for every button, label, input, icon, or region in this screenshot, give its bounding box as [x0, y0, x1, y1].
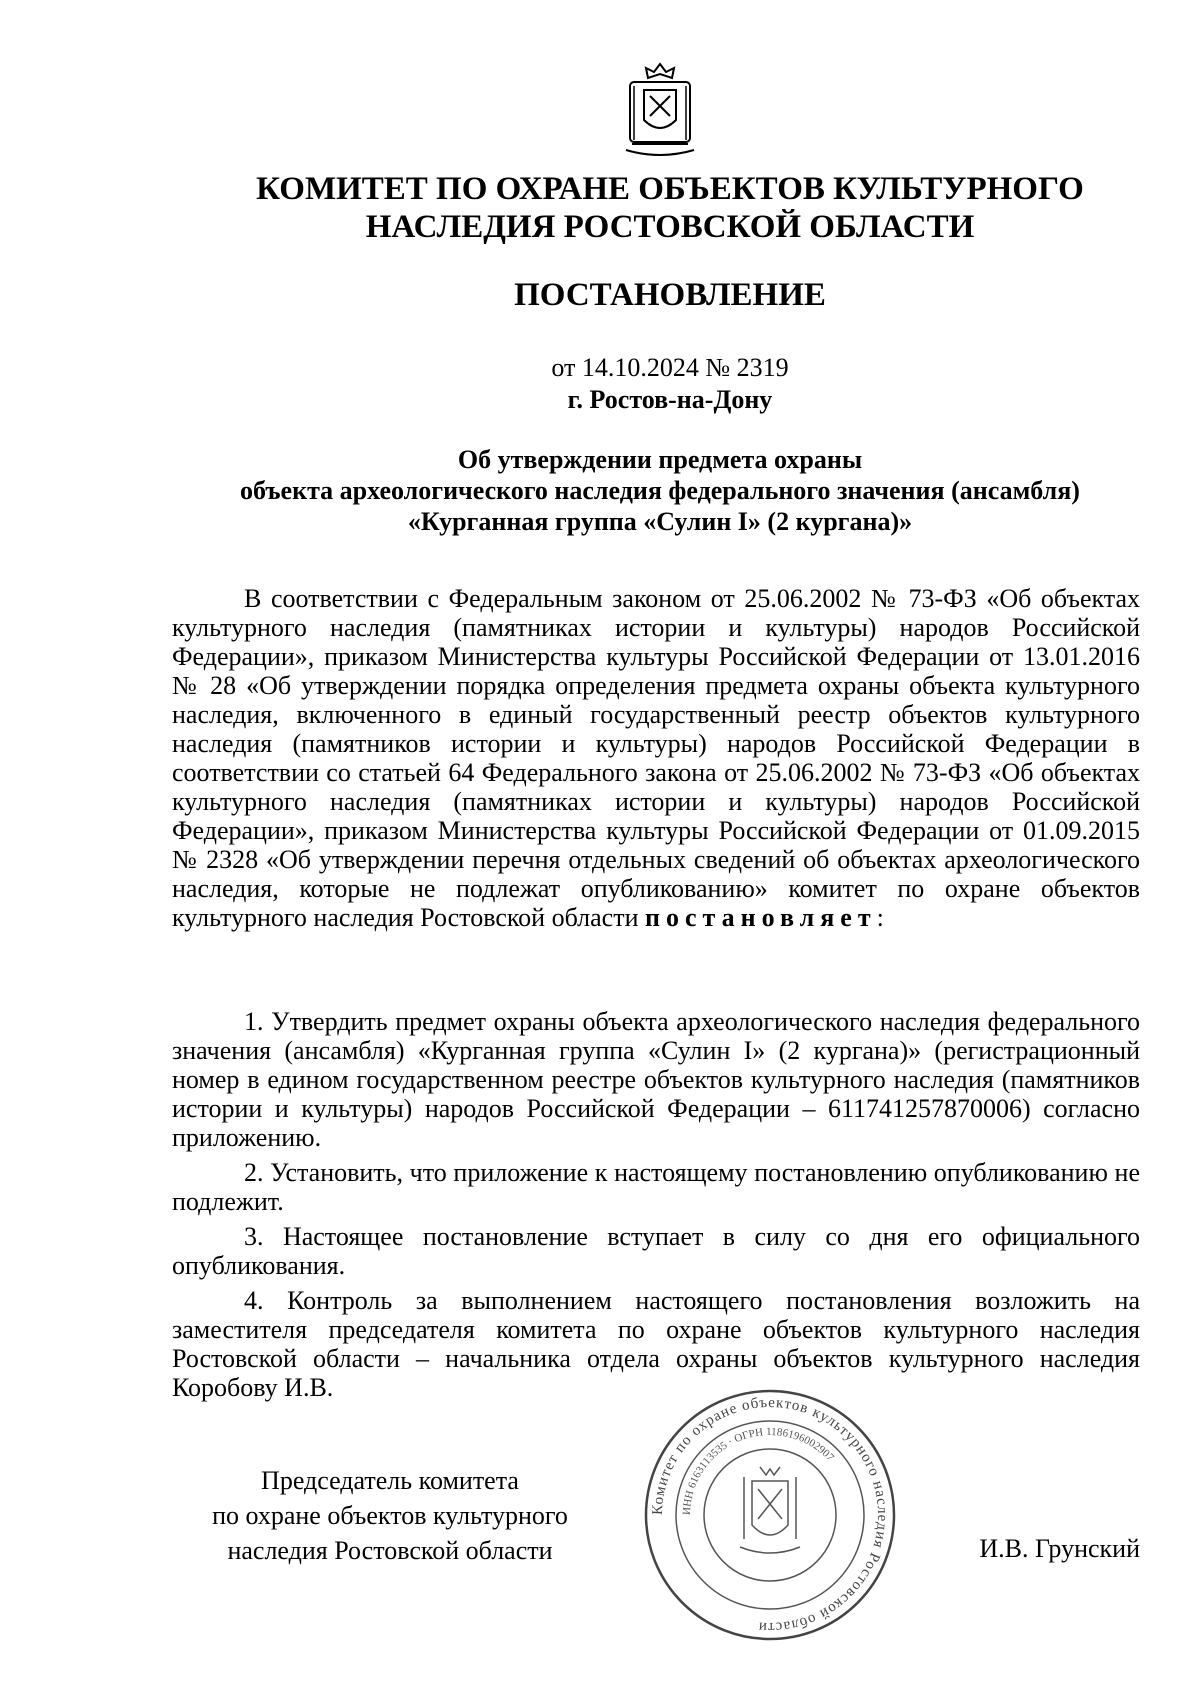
decree-item-1: 1. Утвердить предмет охраны объекта археологического наследия федерального значения (ансамбля) «Курганная группа «Сулин I» (2 кургана)» (регистрационный номер в едином государственном реестре объектов культурного наследия (памятников истории и культуры) народов Российской Федерации – 611741257870006) согласно приложению.	[172, 1007, 1140, 1152]
organization-title-line1: КОМИТЕТ ПО ОХРАНЕ ОБЪЕКТОВ КУЛЬТУРНОГО	[256, 171, 1084, 207]
organization-title-line2: НАСЛЕДИЯ РОСТОВСКОЙ ОБЛАСТИ	[365, 209, 975, 245]
preamble-colon: :	[876, 903, 884, 932]
decree-items	[172, 1007, 1140, 1408]
signatory-position	[170, 1463, 610, 1568]
preamble-text: В соответствии с Федеральным законом от 25.06.2002 № 73-ФЗ «Об объектах культурного наследия (памятниках истории и культуры) народов Российской Федерации», приказом Министерства культуры Российской Федерации от 13.01.2016 № 28 «Об утверждении порядка определения предмета охраны объекта культурного наследия, включенного в единый государственный реестр объектов культурного наследия (памятников истории и культуры) народов Российской Федерации в соответствии со статьей 64 Федерального закона от 25.06.2002 № 73-ФЗ «Об объектах культурного наследия (памятниках истории и культуры) народов Российской Федерации», приказом Министерства культуры Российской Федерации от 01.09.2015 № 2328 «Об утверждении перечня отдельных сведений об объектах археологического наследия, которые не подлежат опубликованию» комитет по охране объектов культурного наследия Ростовской области	[172, 584, 1140, 932]
signatory-position-line2: по охране объектов культурного	[212, 1501, 568, 1530]
decree-item-2: 2. Установить, что приложение к настоящему постановлению опубликованию не подлежит.	[172, 1158, 1140, 1216]
signatory-position-line1: Председатель комитета	[261, 1466, 519, 1495]
seal-inner-text: ИНН 6163113535 · ОГРН 1186196002907	[680, 1425, 837, 1516]
organization-title	[230, 170, 1110, 246]
document-type: ПОСТАНОВЛЕНИЕ	[514, 277, 826, 313]
document-subject	[170, 444, 1150, 537]
signatory-position-line3: наследия Ростовской области	[227, 1536, 553, 1565]
subject-line3: «Курганная группа «Сулин I» (2 кургана)»	[407, 507, 913, 536]
document-date-number: от 14.10.2024 № 2319	[551, 353, 789, 382]
subject-line1: Об утверждении предмета охраны	[457, 445, 863, 474]
decree-item-4: 4. Контроль за выполнением настоящего постановления возложить на заместителя председателя комитета по охране объектов культурного наследия Ростовской области – начальника отдела охраны объектов культурного наследия Коробову И.В.	[172, 1286, 1140, 1402]
document-city: г. Ростов-на-Дону	[567, 385, 773, 414]
svg-text:ИНН 6163113535 · ОГРН 11861960	[681, 1426, 837, 1515]
seal-outer-text: Комитет по охране объектов культурного наследия Ростовской области	[649, 1394, 891, 1636]
preamble	[172, 584, 1140, 932]
coat-of-arms-icon	[620, 60, 700, 160]
preamble-paragraph	[172, 584, 1140, 932]
decree-item-3: 3. Настоящее постановление вступает в силу со дня его официального опубликования.	[172, 1222, 1140, 1280]
subject-line2: объекта археологического наследия федерального значения (ансамбля)	[240, 476, 1080, 505]
decree-word: постановляет	[645, 903, 877, 932]
official-seal-icon	[640, 1385, 900, 1645]
signatory-name: И.В. Грунский	[979, 1534, 1140, 1563]
seal-coat-of-arms-icon	[740, 1467, 800, 1553]
